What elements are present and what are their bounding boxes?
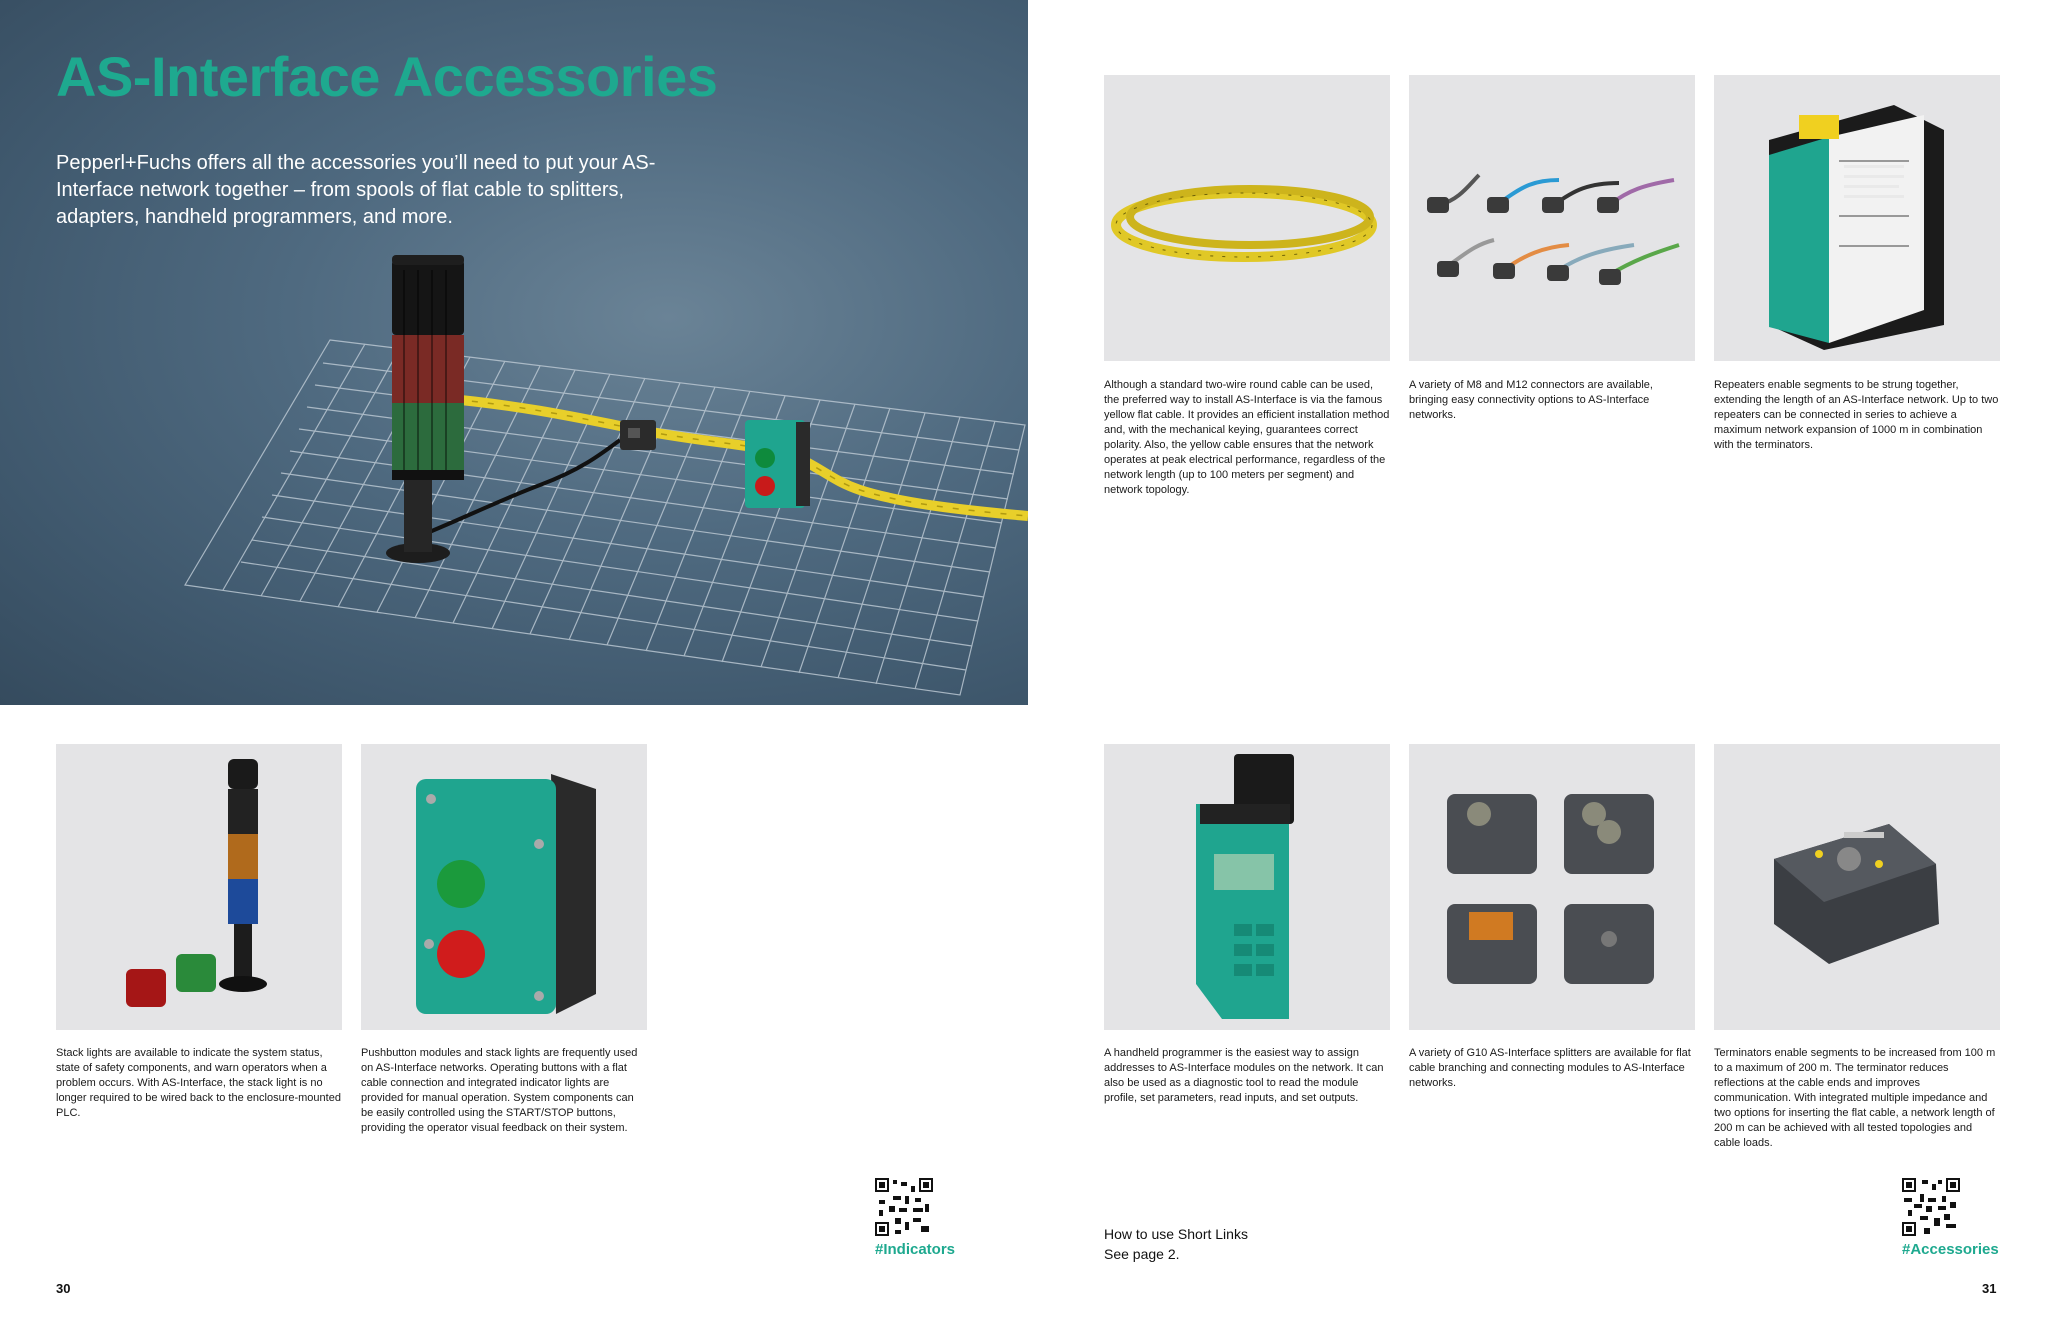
short-links-title: How to use Short Links [1104, 1226, 1248, 1242]
page-number-left: 30 [56, 1281, 71, 1296]
repeater-image [1714, 75, 2000, 361]
short-links-note [1104, 1224, 1248, 1264]
qr-code-accessories[interactable] [1902, 1178, 1960, 1236]
page-number-right: 31 [1982, 1281, 1997, 1296]
stack-light-tower [386, 255, 464, 563]
accessories-short-link[interactable]: #Accessories [1902, 1241, 1999, 1258]
stack-lights-caption: Stack lights are available to indicate the system status, state of safety components, and warn operators when a problem occurs. With AS-Interface, the stack light is no longer required to be wired back to the enclosure-mounted PLC. [56, 1047, 341, 1119]
repeaters-caption: Repeaters enable segments to be strung together, extending the length of an AS-Interface network. Up to two repeaters can be connected in series to achieve a maximum network expansion of 1000 m in combination with the terminators. [1714, 379, 1999, 451]
stack-lights-image [56, 744, 342, 1030]
programmer-caption: A handheld programmer is the easiest way to assign addresses to AS-Interface modules on the network. It can also be used as a diagnostic tool to read the module profile, set parameters, read inputs, and set outputs. [1104, 1047, 1384, 1104]
connectors-caption: A variety of M8 and M12 connectors are available, bringing easy connectivity options to AS-Interface networks. [1409, 379, 1653, 421]
terminators-caption: Terminators enable segments to be increased from 100 m to a maximum of 200 m. The terminator reduces reflections at the cable ends and improves communication. With integrated multiple impedance and two options for inserting the flat cable, a network length of 200 m can be achieved with all tested topologies and cable loads. [1714, 1047, 1996, 1149]
programmer-image [1104, 744, 1390, 1030]
yellow-flat-cable [440, 398, 1028, 516]
pushbutton-caption: Pushbutton modules and stack lights are frequently used on AS-Interface networks. Operating buttons with a flat cable connection and integrated indicator lights are provided for manual operation. System components can be easily controlled using the START/STOP buttons, providing the operator visual feedback on their system. [361, 1047, 638, 1134]
terminator-image [1714, 744, 2000, 1030]
page-title: AS-Interface Accessories [56, 45, 718, 108]
grid-plane [185, 340, 1025, 695]
pushbutton-module [745, 420, 810, 508]
connectors-image [1409, 75, 1695, 361]
pushbutton-image [361, 744, 647, 1030]
short-links-reference: See page 2. [1104, 1246, 1180, 1262]
intro-text: Pepperl+Fuchs offers all the accessories you’ll need to put your AS-Interface network together – from spools of flat cable to splitters, adapters, handheld programmers, and more. [56, 152, 656, 228]
splitters-caption: A variety of G10 AS-Interface splitters are available for flat cable branching and connecting modules to AS-Interface networks. [1409, 1047, 1691, 1089]
splitters-image [1409, 744, 1695, 1030]
flat-cable-caption: Although a standard two-wire round cable can be used, the preferred way to install AS-Interface is via the famous yellow flat cable. It provides an efficient installation method and, with the mechanical keying, guarantees correct polarity. Also, the yellow cable ensures that the network operates at peak electrical performance, regardless of the network length (up to 100 meters per segment) and network topology. [1104, 379, 1390, 496]
indicators-short-link[interactable]: #Indicators [875, 1241, 956, 1258]
flat-cable-image [1104, 75, 1390, 361]
qr-code-indicators[interactable] [875, 1178, 933, 1236]
hero-panel [0, 0, 1028, 705]
